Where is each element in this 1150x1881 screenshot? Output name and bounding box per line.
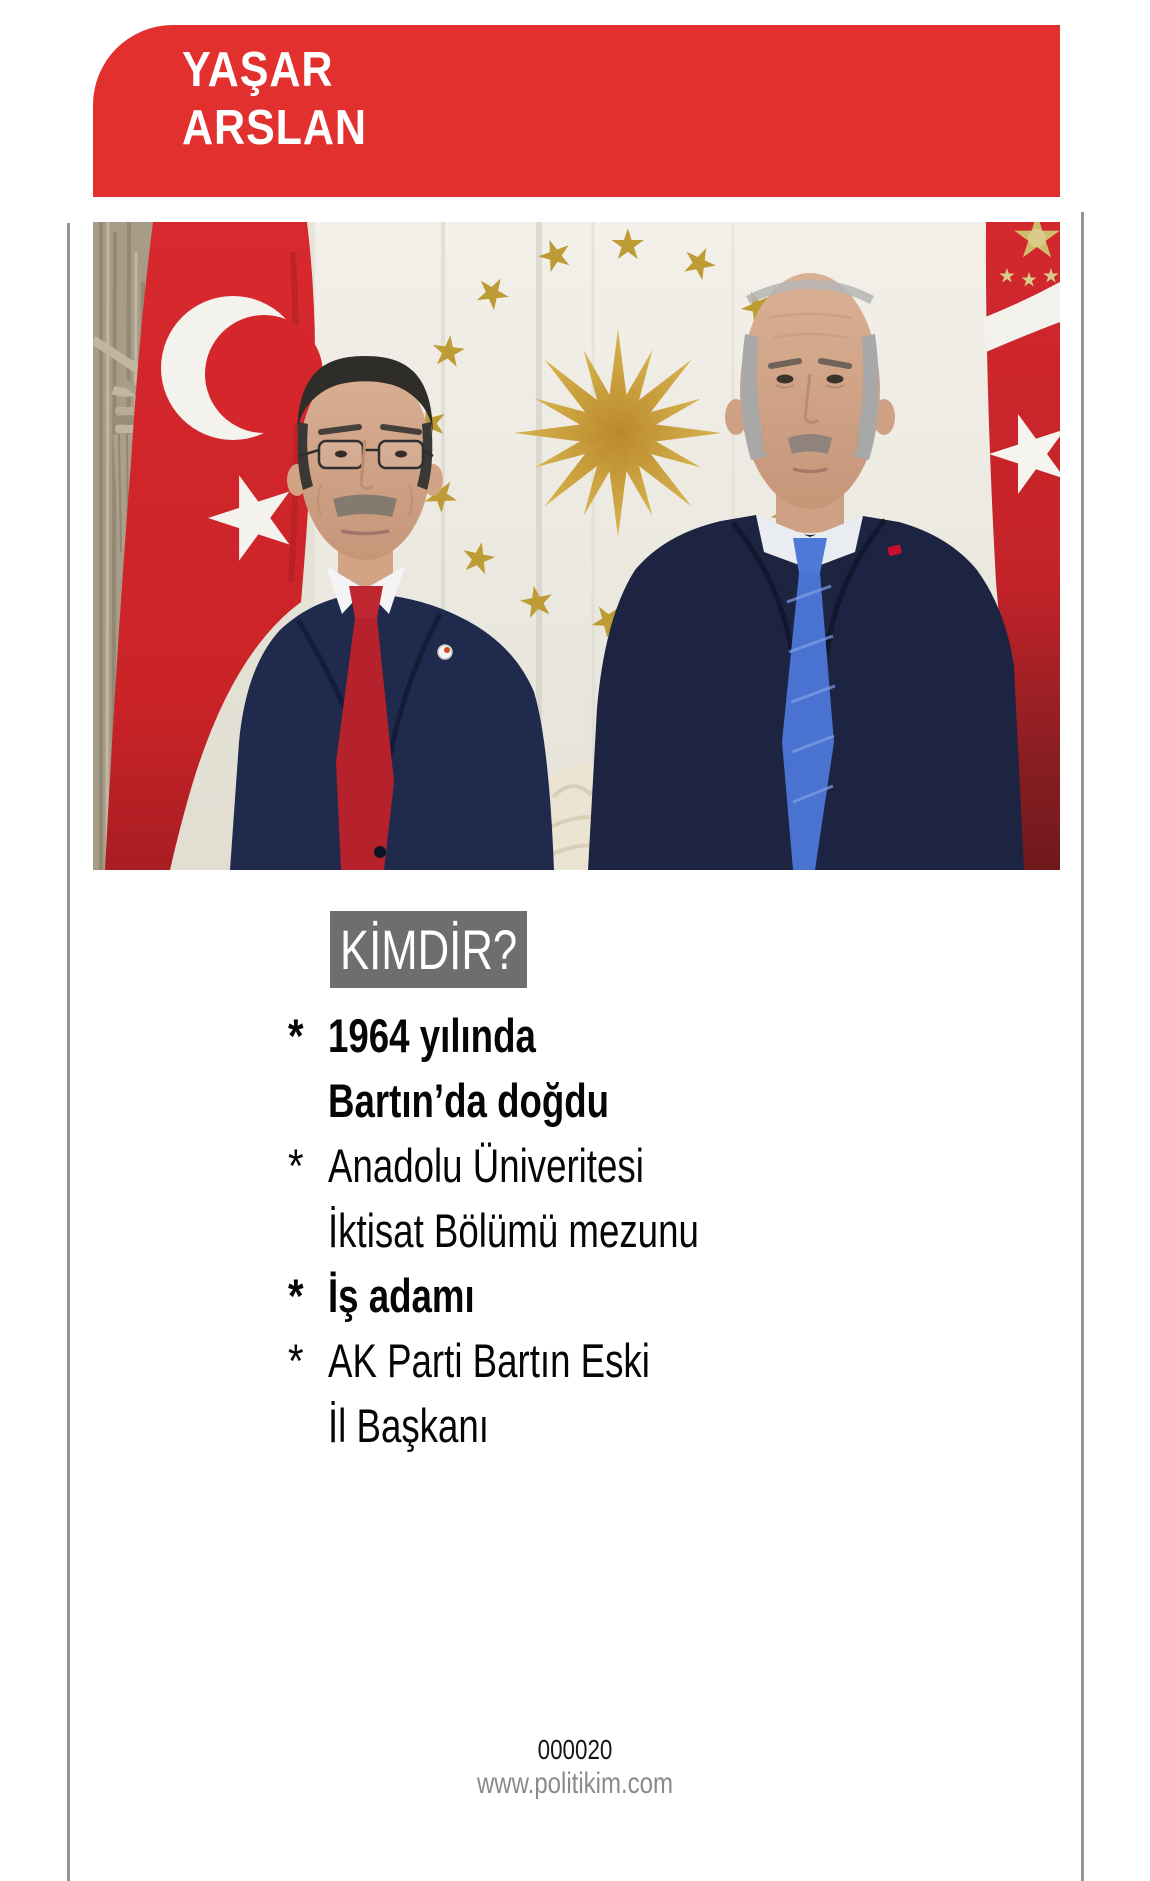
politician-photo bbox=[93, 222, 1060, 870]
bullet-asterisk: * bbox=[288, 1269, 304, 1322]
kimdir-heading-box bbox=[330, 911, 527, 988]
name-line-2: ARSLAN bbox=[182, 101, 367, 155]
arslan-mustache bbox=[333, 495, 397, 518]
footer bbox=[0, 1733, 1150, 1802]
profile-line bbox=[288, 1263, 803, 1328]
profile-line-text: Anadolu Üniveritesi bbox=[328, 1139, 644, 1192]
profile-line-text: İl Başkanı bbox=[328, 1399, 489, 1452]
suit-button bbox=[374, 846, 386, 858]
erdogan-face bbox=[740, 273, 880, 509]
name-line-1: YAŞAR bbox=[182, 43, 334, 97]
profile-line-text: AK Parti Bartın Eski bbox=[328, 1334, 650, 1387]
erdogan-mustache bbox=[788, 434, 832, 454]
profile-line bbox=[288, 1133, 803, 1198]
bullet-asterisk: * bbox=[288, 1139, 304, 1192]
politician-name bbox=[182, 41, 367, 157]
profile-line-text: İktisat Bölümü mezunu bbox=[328, 1204, 699, 1257]
footer-code: 000020 bbox=[537, 1734, 613, 1765]
profile-line bbox=[288, 1393, 803, 1458]
profile-line bbox=[288, 1003, 803, 1068]
profile-line-text: Bartın’da doğdu bbox=[328, 1074, 610, 1127]
profile-line-text: İş adamı bbox=[328, 1269, 475, 1322]
bullet-asterisk: * bbox=[288, 1334, 304, 1387]
name-banner bbox=[93, 25, 1060, 197]
profile-line bbox=[288, 1198, 803, 1263]
kimdir-label: KİMDİR? bbox=[339, 918, 518, 981]
right-rule-line bbox=[1081, 212, 1084, 1881]
left-rule-line bbox=[67, 223, 70, 1881]
footer-website: www.politikim.com bbox=[476, 1767, 674, 1800]
profile-line bbox=[288, 1328, 803, 1393]
bullet-asterisk: * bbox=[288, 1009, 304, 1062]
profile-line bbox=[288, 1068, 803, 1133]
profile-list bbox=[288, 1003, 803, 1458]
profile-line-text: 1964 yılında bbox=[328, 1009, 536, 1062]
